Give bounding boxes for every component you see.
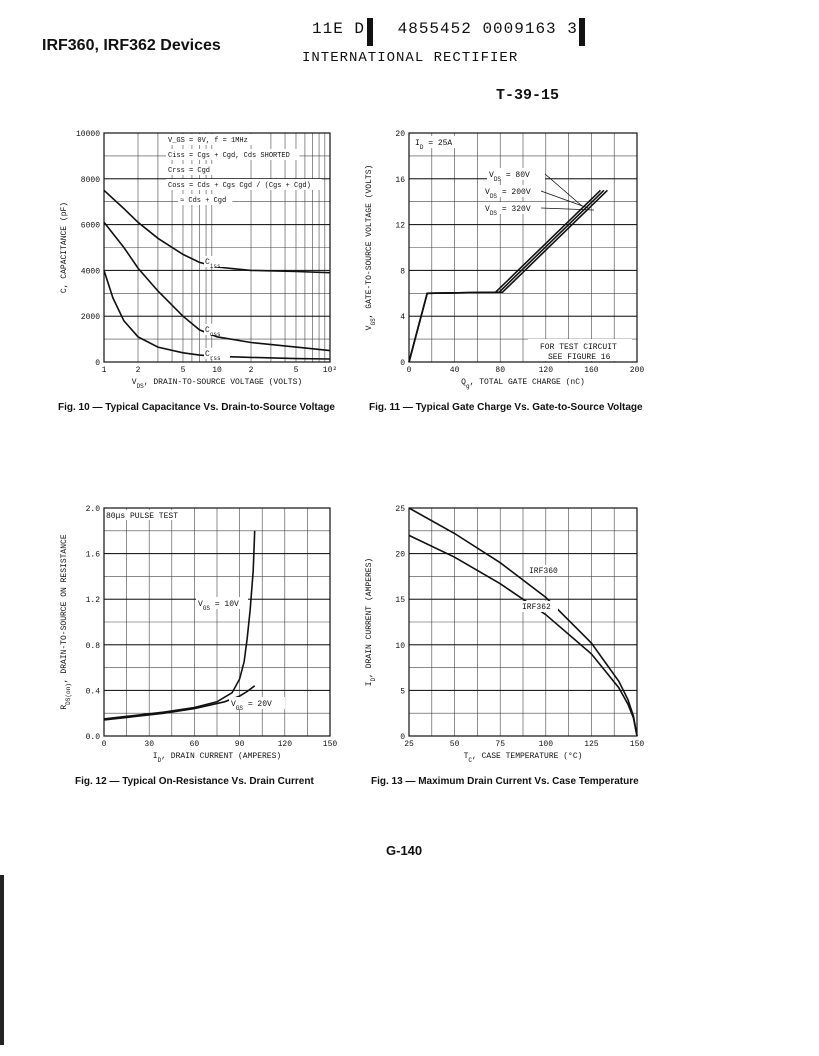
fig11-x-axis-label: $Q_g$, TOTAL GATE CHARGE (nC)	[461, 378, 585, 390]
fig12-y-tick-label: 1.2	[85, 596, 100, 606]
fig13-series-label: IRF362	[522, 603, 551, 612]
fig13-series-label: IRF360	[529, 567, 558, 576]
fig13-y-tick-label: 10	[395, 641, 405, 651]
fig13-x-tick-label: 150	[629, 740, 645, 749]
fig13-x-tick-label: 75	[495, 740, 506, 749]
fig13-x-tick-label: 100	[538, 740, 554, 749]
fig13-y-axis-label: $I_D$, DRAIN CURRENT (AMPERES)	[365, 557, 377, 687]
fig13-x-tick-label: 50	[449, 740, 460, 749]
fig12-x-tick-label: 90	[234, 740, 245, 749]
fig10-y-tick-label: 4000	[80, 267, 100, 277]
fig10-x-tick-label: 2	[248, 366, 254, 375]
page-number: G-140	[386, 843, 423, 858]
fig12-y-tick-label: 1.6	[85, 550, 100, 560]
fig10-x-tick-label: 2	[135, 366, 141, 375]
fig10-y-tick-label: 2000	[80, 313, 100, 323]
fig11-leader-line	[541, 191, 588, 208]
fig10-ciss-label: $C_{iss}$	[205, 258, 221, 270]
fig12-x-axis-label: $I_D$, DRAIN CURRENT (AMPERES)	[152, 752, 282, 764]
fig12-x-tick-label: 60	[189, 740, 200, 749]
t-number: T-39-15	[496, 87, 560, 104]
fig12-x-tick-label: 0	[101, 740, 107, 749]
fig10-note: Ciss = Cgs + Cgd, Cds SHORTED	[168, 152, 290, 160]
fig11-y-tick-label: 4	[400, 313, 405, 323]
fig11-y-tick-label: 20	[395, 130, 405, 139]
fig13-y-tick-label: 15	[395, 596, 405, 606]
fig10-y-tick-label: 6000	[80, 221, 100, 231]
code-number: 4855452 0009163 3	[397, 20, 578, 38]
fig10-x-tick-label: 10²	[322, 366, 338, 375]
fig12-caption: Fig. 12 — Typical On-Resistance Vs. Drain Current	[75, 776, 314, 787]
fig12-x-tick-label: 30	[144, 740, 155, 749]
fig10-note: V_GS = 0V, f = 1MHz	[168, 137, 248, 145]
fig10-crss-label: $C_{rss}$	[205, 350, 221, 362]
fig11-series-line	[409, 190, 601, 362]
fig13-caption: Fig. 13 — Maximum Drain Current Vs. Case Temperature	[371, 776, 639, 787]
fig11-caption: Fig. 11 — Typical Gate Charge Vs. Gate-to-Source Voltage	[369, 402, 643, 413]
fig10-x-tick-label: 5	[293, 366, 299, 375]
fig13-y-tick-label: 25	[395, 505, 405, 514]
fig12-x-tick-label: 150	[322, 740, 338, 749]
fig11-x-tick-label: 200	[629, 366, 645, 375]
fig13-y-tick-label: 20	[395, 550, 405, 560]
fig10-x-tick-label: 1	[101, 366, 107, 375]
fig11-x-tick-label: 120	[538, 366, 554, 375]
fig13-x-tick-label: 125	[584, 740, 599, 749]
fig11-x-tick-label: 160	[584, 366, 599, 375]
fig10-x-tick-label: 10	[212, 366, 222, 375]
fig12-y-tick-label: 0.4	[85, 687, 100, 697]
code-prefix: 11E D	[312, 20, 366, 38]
fig11-series-label: $V_{DS} = 80V$	[489, 171, 530, 183]
fig11-test-note: SEE FIGURE 16	[548, 353, 611, 362]
fig11-y-tick-label: 16	[395, 175, 405, 185]
manufacturer-name: INTERNATIONAL RECTIFIER	[302, 50, 519, 66]
fig12-pulse-note: 80μs PULSE TEST	[106, 512, 179, 521]
fig12-y-axis-label: $R_{DS(on)}$, DRAIN-TO-SOURCE ON RESISTANCE	[60, 534, 72, 710]
fig11-test-note: FOR TEST CIRCUIT	[540, 343, 617, 352]
fig11-series-label: $V_{DS} = 200V$	[485, 188, 531, 200]
fig10-y-tick-label: 0	[95, 359, 100, 368]
fig11-y-tick-label: 8	[400, 267, 405, 277]
fig11-series-label: $V_{DS} = 320V$	[485, 205, 531, 217]
fig10-y-tick-label: 8000	[80, 175, 100, 185]
fig10-x-axis-label: $V_{DS}$, DRAIN-TO-SOURCE VOLTAGE (VOLTS)	[131, 378, 303, 390]
fig12-x-tick-label: 120	[277, 740, 293, 749]
fig10-note: ≈ Cds + Cgd	[180, 197, 227, 205]
fig10-y-tick-label: 10000	[75, 130, 100, 139]
fig13-y-tick-label: 0	[400, 733, 405, 742]
fig11-x-tick-label: 40	[449, 366, 460, 375]
fig10-x-tick-label: 5	[180, 366, 186, 375]
fig12-series-label: $V_{GS} = 10V$	[198, 600, 239, 612]
fig10-caption: Fig. 10 — Typical Capacitance Vs. Drain-to-Source Voltage	[58, 402, 335, 413]
fig11-y-tick-label: 0	[400, 359, 405, 368]
fig11-x-tick-label: 80	[495, 366, 506, 375]
fig11-y-tick-label: 12	[395, 221, 405, 231]
fig10-y-axis-label: C, CAPACITANCE (pF)	[60, 201, 69, 294]
fig12-y-tick-label: 2.0	[85, 505, 100, 514]
fig10-note: Crss = Cgd	[168, 167, 211, 175]
fig10-coss-label: $C_{oss}$	[205, 326, 221, 338]
fig11-y-axis-label: $V_{GS}$, GATE-TO-SOURCE VOLTAGE (VOLTS)	[365, 164, 377, 331]
fig11-id-note: $I_D = 25A$	[415, 139, 453, 151]
page-title: IRF360, IRF362 Devices	[42, 37, 221, 54]
fig10-note: Coss = Cds + Cgs Cgd / (Cgs + Cgd)	[168, 182, 311, 190]
fig12-y-tick-label: 0.8	[85, 641, 100, 651]
fig13-x-tick-label: 25	[404, 740, 414, 749]
binding-edge-mark	[0, 875, 4, 1045]
fig13-x-axis-label: $T_C$, CASE TEMPERATURE (°C)	[463, 752, 583, 764]
fig13-y-tick-label: 5	[400, 687, 405, 697]
fig11-x-tick-label: 0	[406, 366, 412, 375]
fig12-y-tick-label: 0.0	[85, 733, 100, 742]
fig12-series-label: $V_{GS} = 20V$	[231, 700, 272, 712]
